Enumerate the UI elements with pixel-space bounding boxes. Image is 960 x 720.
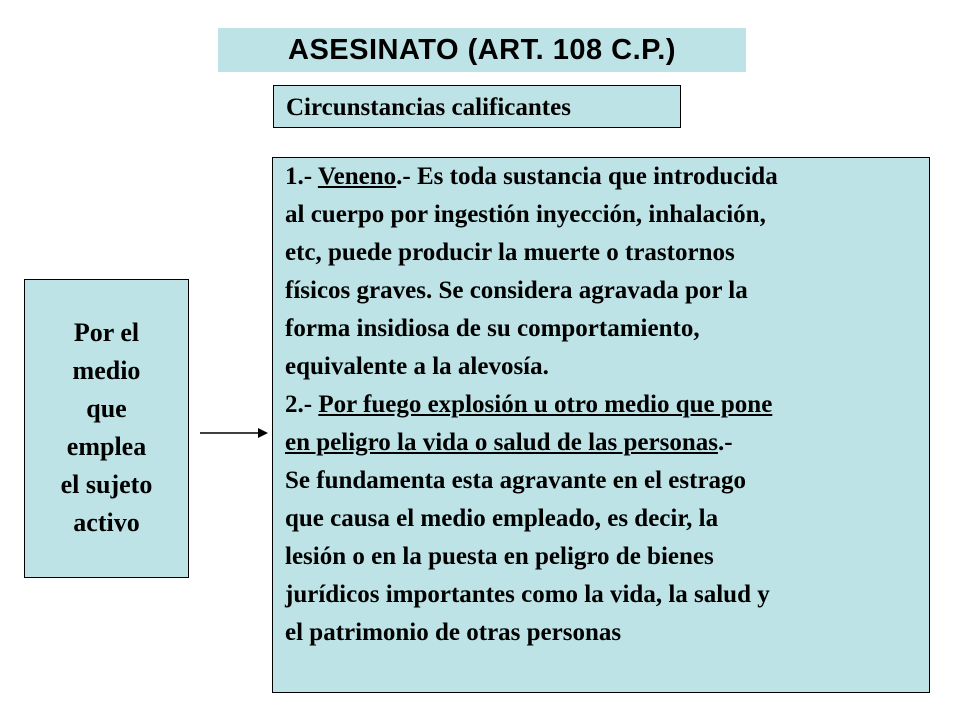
item2-prefix: 2.- (285, 391, 319, 418)
item2-term-suffix: .- (717, 429, 733, 456)
side-box (24, 279, 189, 578)
item2-line7: el patrimonio de otras personas (285, 619, 622, 646)
item2-line6: jurídicos importantes como la vida, la salud y (285, 581, 770, 608)
side-line: activo (73, 508, 140, 537)
side-line: emplea (66, 432, 147, 461)
side-line: que (86, 394, 127, 423)
item2-line2 (285, 424, 929, 462)
side-line: medio (72, 356, 141, 385)
subtitle-box: Circunstancias calificantes (273, 85, 681, 128)
arrow-right-icon (198, 423, 270, 443)
item2-term-line1: Por fuego explosión u otro medio que pone (318, 391, 773, 418)
side-line: el sujeto (60, 470, 153, 499)
item2-line1 (285, 386, 929, 424)
item1-line4: físicos graves. Se considera agravada por la (285, 277, 748, 304)
item2-line5: lesión o en la puesta en peligro de bienes (285, 543, 714, 570)
item1-line1-rest: .- Es toda sustancia que introducida (396, 163, 778, 190)
item1-line2: al cuerpo por ingestión inyección, inhalación, (285, 201, 766, 228)
item1-line3: etc, puede producir la muerte o trastornos (285, 239, 735, 266)
item1-term: Veneno (317, 163, 397, 190)
item1-prefix: 1.- (285, 163, 318, 190)
item1-line6: equivalente a la alevosía. (285, 353, 549, 380)
item2-line4: que causa el medio empleado, es decir, la (285, 505, 719, 532)
side-line: Por el (73, 318, 140, 347)
item2-line3: Se fundamenta esta agravante en el estrago (285, 467, 747, 494)
item1-line1 (285, 158, 929, 196)
item1-line5: forma insidiosa de su comportamiento, (285, 315, 700, 342)
item2-term-line2: en peligro la vida o salud de las personas (285, 429, 718, 456)
main-text-box (272, 157, 930, 693)
slide-title: ASESINATO (ART. 108 C.P.) (218, 28, 746, 72)
